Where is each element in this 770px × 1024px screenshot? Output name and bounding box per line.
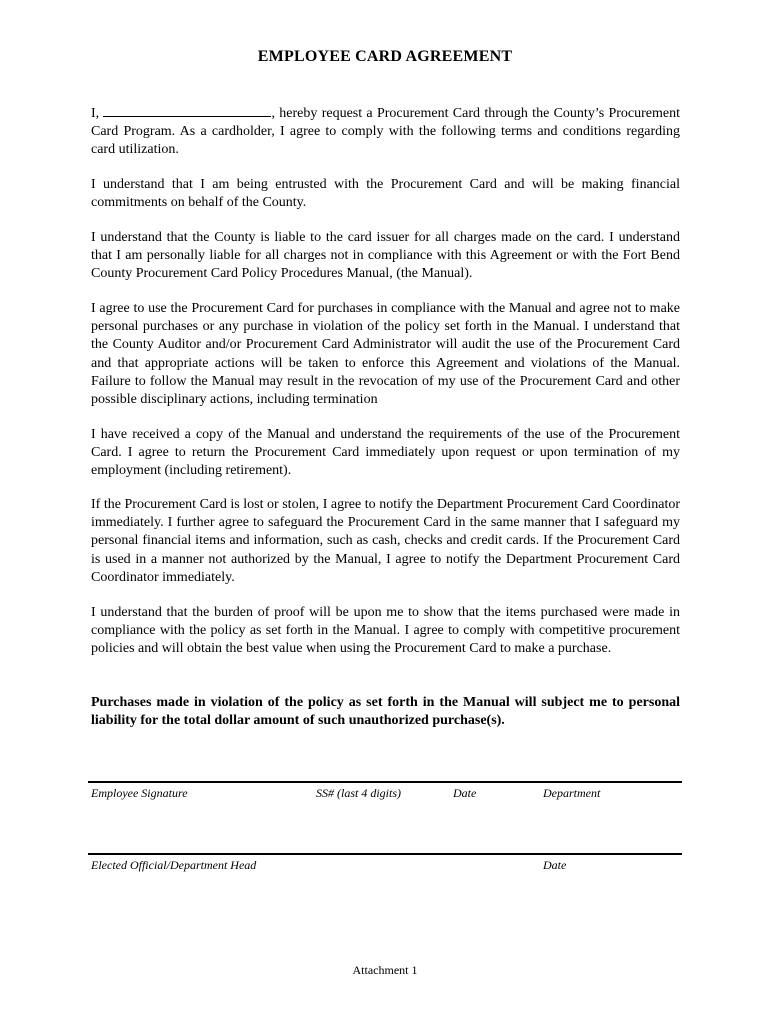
footer-attachment-label: Attachment 1 (352, 963, 418, 977)
date-label-official: Date (543, 858, 567, 872)
official-signature-label: Elected Official/Department Head (91, 858, 257, 872)
intro-suffix: , hereby request a Procurement Card through the County’s Procurement Card Program. As a cardholder, I agree to comply with the following terms and conditions regarding card utilization. (91, 106, 680, 158)
intro-prefix: I, (91, 106, 104, 121)
ss-number-label: SS# (last 4 digits) (316, 786, 402, 800)
paragraph-entrusted: I understand that I am being entrusted with the Procurement Card and will be making financial commitments on behalf of the County. (91, 177, 680, 211)
intro-paragraph (91, 104, 680, 160)
paragraph-manual-received: I have received a copy of the Manual and understand the requirements of the use of the Procurement Card. I agree to return the Procurement Card immediately upon request or upon termination of my employment (including retirement). (91, 427, 680, 479)
employee-signature-label: Employee Signature (91, 786, 188, 800)
name-blank-field[interactable] (103, 104, 271, 117)
paragraph-lost-stolen: If the Procurement Card is lost or stolen, I agree to notify the Department Procurement Card Coordinator immediately. I further agree to safeguard the Procurement Card in the same manner that I safeguard my personal financial items and information, such as cash, checks and credit cards. If the Procurement Card is used in a manner not authorized by the Manual, I agree to notify the Department Procurement Card Coordinator immediately. (91, 497, 680, 585)
signature-line-official[interactable] (88, 853, 682, 855)
warning-paragraph: Purchases made in violation of the policy as set forth in the Manual will subject me to personal liability for the total dollar amount of such unauthorized purchase(s). (91, 695, 680, 729)
paragraph-liability: I understand that the County is liable to the card issuer for all charges made on the card. I understand that I am personally liable for all charges not in compliance with this Agreement or with the Fort Bend County Procurement Card Policy Procedures Manual, (the Manual). (91, 230, 680, 282)
date-label-employee: Date (453, 786, 477, 800)
department-label: Department (543, 786, 601, 800)
paragraph-usage: I agree to use the Procurement Card for purchases in compliance with the Manual and agree not to make personal purchases or any purchase in violation of the policy set forth in the Manual. I understand that the County Auditor and/or Procurement Card Administrator will audit the use of the Procurement Card and that appropriate actions will be taken to enforce this Agreement and violations of the Manual. Failure to follow the Manual may result in the revocation of my use of the Procurement Card and other possible disciplinary actions, including termination (91, 301, 680, 408)
paragraph-burden-of-proof: I understand that the burden of proof will be upon me to show that the items purchased were made in compliance with the policy as set forth in the Manual. I agree to comply with competitive procurement policies and will obtain the best value when using the Procurement Card to make a purchase. (91, 605, 680, 657)
signature-line-employee[interactable] (88, 781, 682, 783)
document-title: EMPLOYEE CARD AGREEMENT (257, 48, 513, 65)
